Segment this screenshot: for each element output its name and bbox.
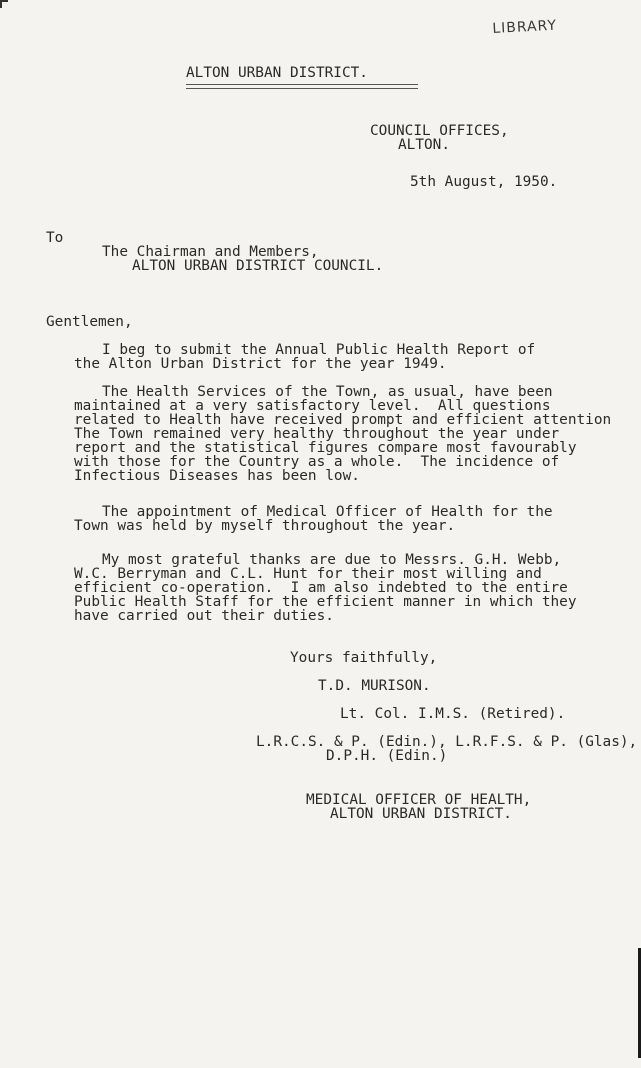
paragraph-3-line-1: The appointment of Medical Officer of Health for the [102,504,553,520]
paragraph-2-line-7: Infectious Diseases has been low. [74,468,360,484]
corner-mark [0,0,8,8]
paragraph-4-line-4: Public Health Staff for the efficient manner in which they [74,594,577,610]
paragraph-2-line-4: The Town remained very healthy throughout the year under [74,426,560,442]
recipient-line-2: ALTON URBAN DISTRICT COUNCIL. [132,258,384,274]
paragraph-3-line-2: Town was held by myself throughout the year. [74,518,456,534]
official-title-line-1: MEDICAL OFFICER OF HEALTH, [306,792,532,808]
qualifications-line-1: L.R.C.S. & P. (Edin.), L.R.F.S. & P. (Glas), [256,734,638,750]
paragraph-1-line-1: I beg to submit the Annual Public Health Report of [102,342,536,358]
letter-date: 5th August, 1950. [410,174,558,190]
paragraph-2-line-1: The Health Services of the Town, as usual, have been [102,384,553,400]
address-line-1: COUNCIL OFFICES, [370,123,509,139]
recipient-line-1: The Chairman and Members, [102,244,319,260]
paragraph-4-line-2: W.C. Berryman and C.L. Hunt for their most willing and [74,566,542,582]
address-line-2: ALTON. [398,137,450,153]
signatory-name: T.D. MURISON. [318,678,431,694]
paragraph-2-line-2: maintained at a very satisfactory level. All questions [74,398,551,414]
library-stamp: LIBRARY [491,17,558,37]
closing: Yours faithfully, [290,650,438,666]
paragraph-4-line-3: efficient co-operation. I am also indebted to the entire [74,580,568,596]
signatory-rank: Lt. Col. I.M.S. (Retired). [340,706,566,722]
paragraph-2-line-5: report and the statistical figures compare most favourably [74,440,577,456]
paragraph-2-line-3: related to Health have received prompt and efficient attention [74,412,612,428]
salutation: Gentlemen, [46,314,133,330]
paragraph-4-line-1: My most grateful thanks are due to Messrs. G.H. Webb, [102,552,562,568]
paragraph-2-line-6: with those for the Country as a whole. The incidence of [74,454,560,470]
qualifications-line-2: D.P.H. (Edin.) [326,748,448,764]
paragraph-1-line-2: the Alton Urban District for the year 1949. [74,356,447,372]
official-title-line-2: ALTON URBAN DISTRICT. [330,806,512,822]
paragraph-4-line-5: have carried out their duties. [74,608,334,624]
heading-underline [186,84,418,89]
recipient-to: To [46,230,64,246]
document-heading: ALTON URBAN DISTRICT. [186,65,368,81]
